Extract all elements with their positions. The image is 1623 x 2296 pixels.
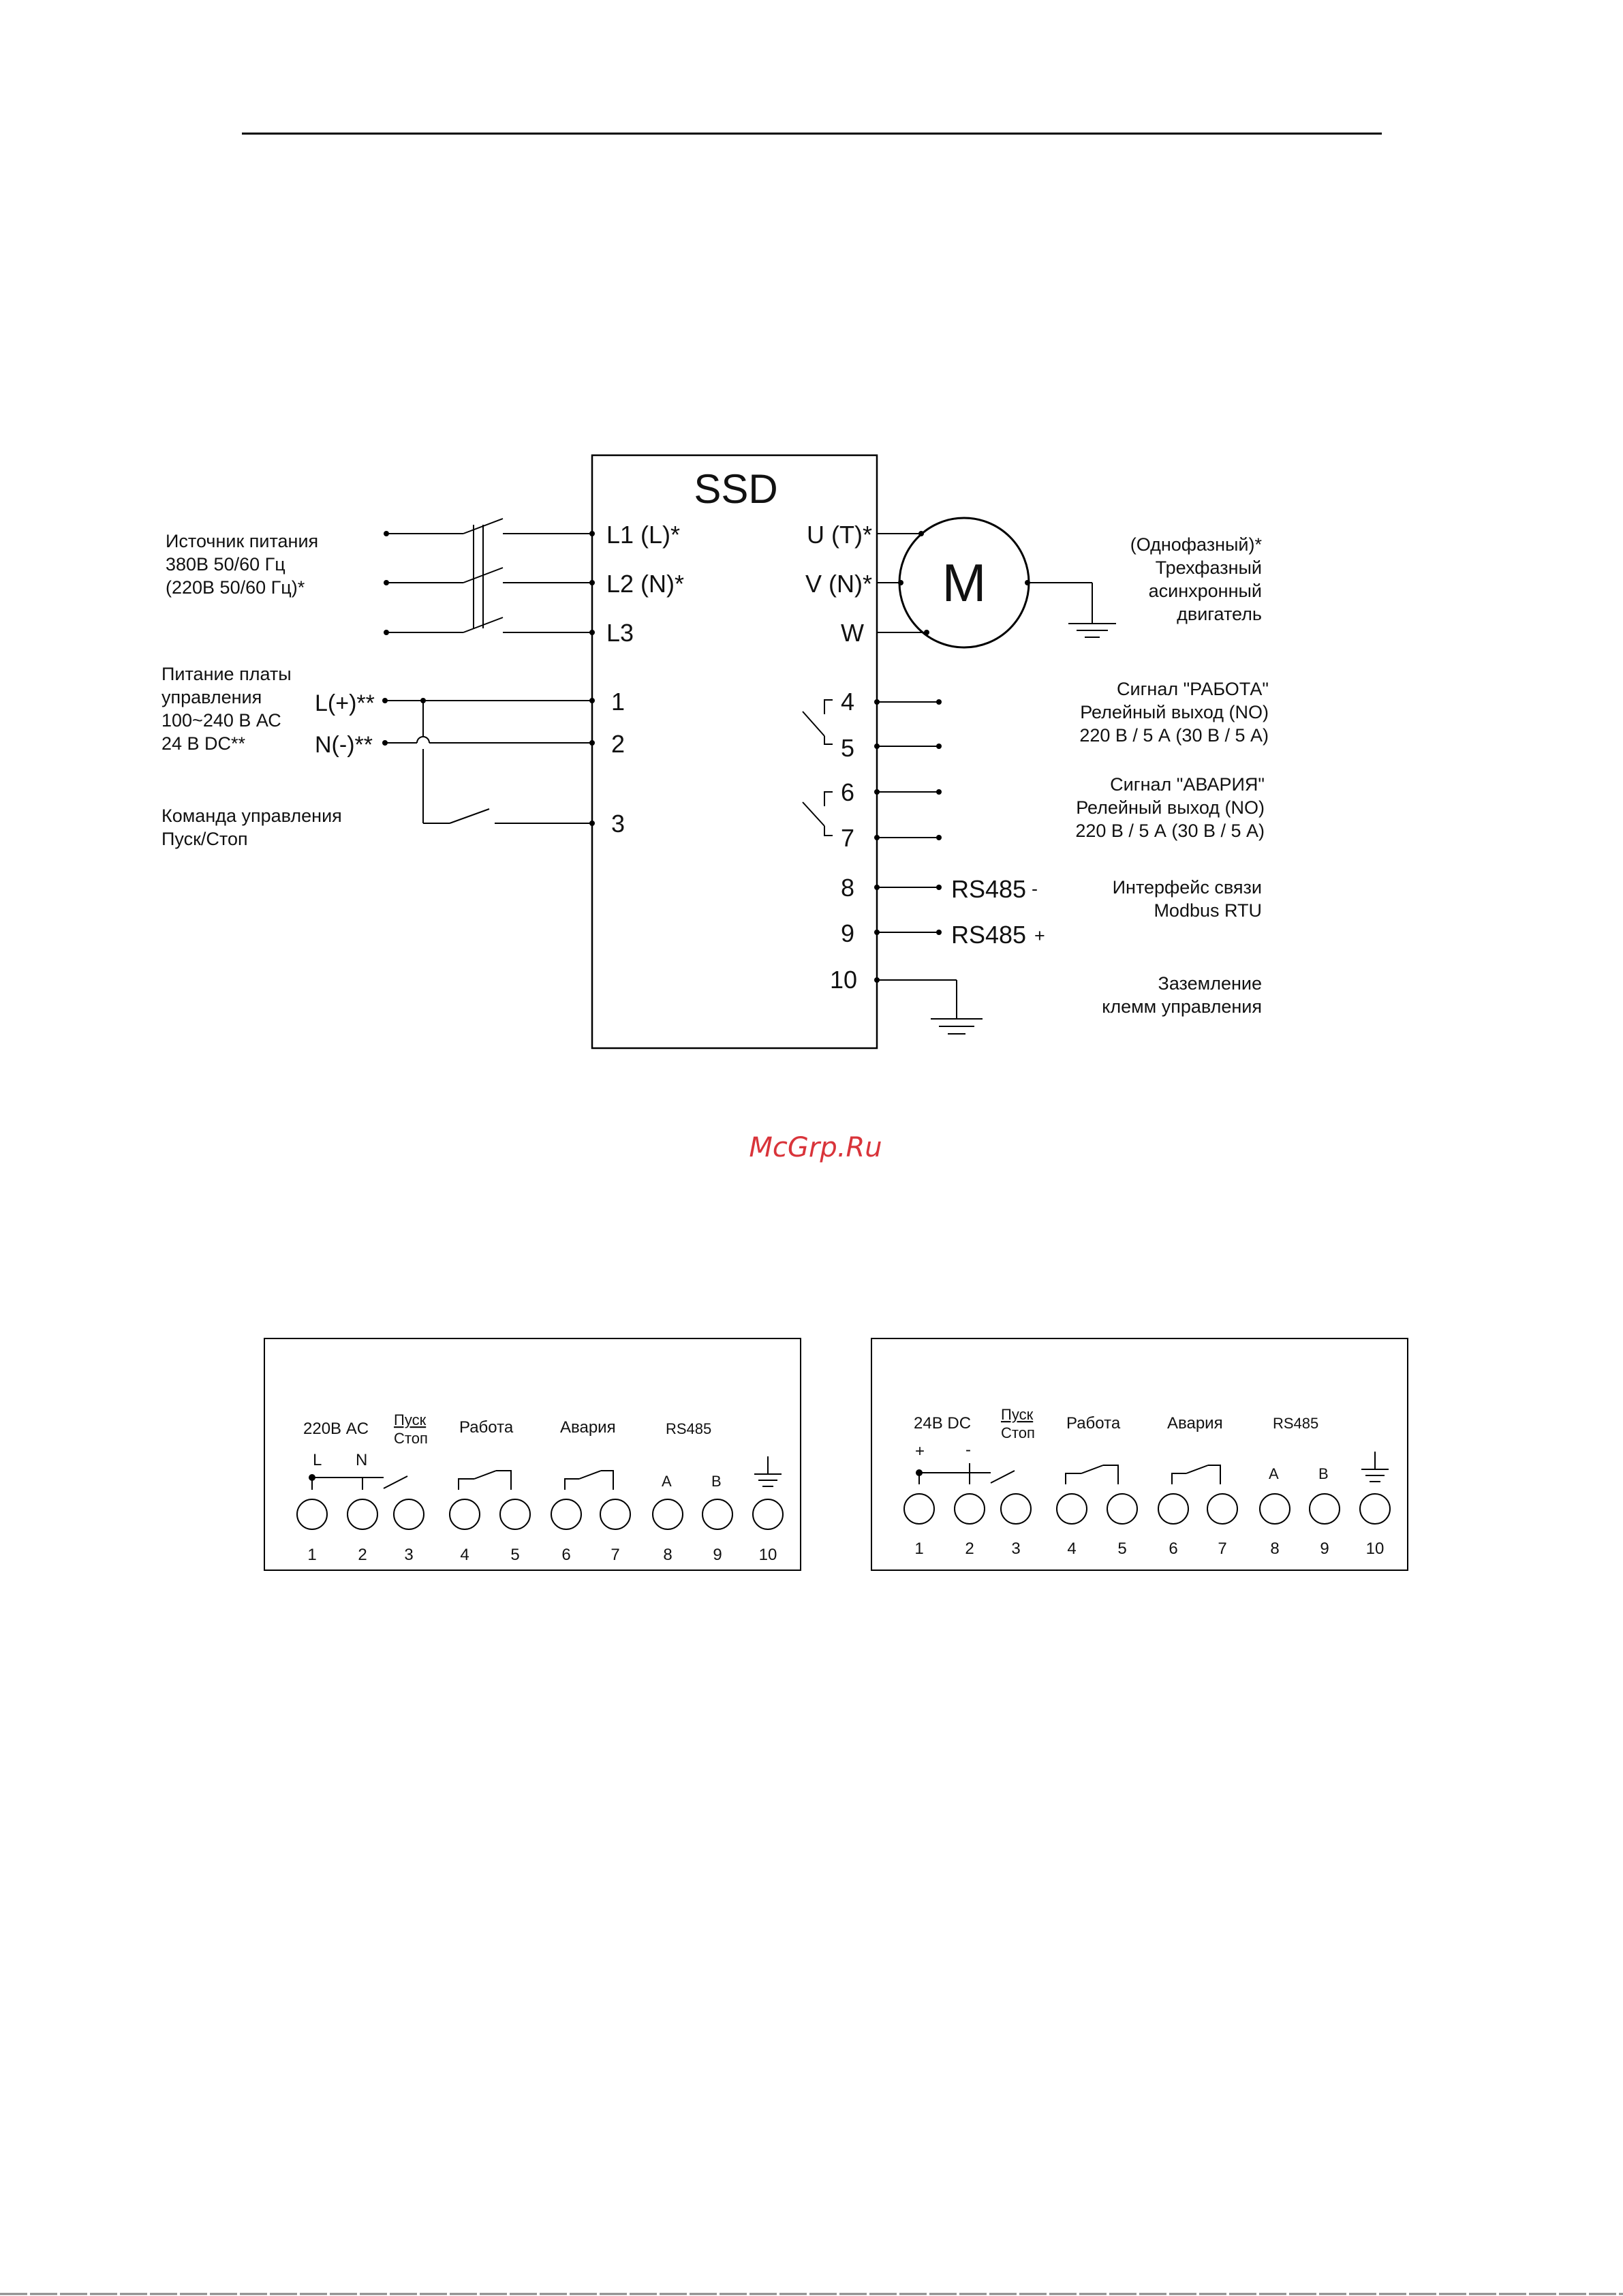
panel-power-label: 220В AC — [303, 1420, 369, 1438]
terminal-number-2: 2 — [965, 1540, 974, 1558]
motor-desc-line4: двигатель — [1177, 604, 1262, 624]
relay-dots — [874, 699, 942, 983]
terminal-number-3: 3 — [1011, 1540, 1021, 1558]
panel-pin2-label: - — [965, 1441, 971, 1459]
ssd-left-terminals — [606, 521, 684, 838]
signal-alarm-line3: 220 В / 5 А (30 В / 5 А) — [1075, 821, 1265, 841]
terminal-number-1: 1 — [307, 1546, 317, 1564]
panel-frame — [871, 1338, 1408, 1570]
panel-b-label: B — [1318, 1465, 1329, 1482]
l-plus-label: L(+)** — [315, 690, 375, 716]
ssd-right-terminals — [805, 521, 872, 994]
panel-pin1-label: L — [313, 1451, 322, 1469]
panel-alarm-label: Авария — [560, 1418, 616, 1437]
panel-screw-terminals — [297, 1499, 783, 1529]
panel-pin2-label: N — [356, 1451, 368, 1469]
terminal-panel-220v — [264, 1338, 801, 1570]
screw-terminal-4 — [450, 1499, 480, 1529]
terminal-number-9: 9 — [1320, 1540, 1329, 1558]
screw-terminal-8 — [653, 1499, 683, 1529]
terminal-3: 3 — [611, 810, 625, 838]
panel-start-label: Пуск — [1001, 1406, 1034, 1423]
terminal-panel-24v — [871, 1338, 1408, 1570]
terminal-5: 5 — [840, 734, 854, 762]
panel-frame — [264, 1338, 801, 1570]
rs485-plus-sign: + — [1034, 925, 1045, 946]
screw-terminal-9 — [702, 1499, 732, 1529]
signal-alarm-line1: Сигнал "АВАРИЯ" — [1110, 774, 1265, 795]
panel-junction-dot — [309, 1474, 315, 1481]
terminal-number-1: 1 — [914, 1540, 924, 1558]
panel-work-label: Работа — [459, 1418, 514, 1437]
screw-terminal-8 — [1260, 1494, 1290, 1524]
rs485-desc-line1: Интерфейс связи — [1112, 877, 1262, 898]
terminal-number-3: 3 — [404, 1546, 414, 1564]
panel-terminal-numbers — [307, 1546, 777, 1564]
screw-terminal-4 — [1057, 1494, 1087, 1524]
panel-junction-dot — [916, 1469, 923, 1476]
terminal-v: V (N)* — [805, 570, 872, 598]
power-source-line3: (220В 50/60 Гц)* — [166, 577, 305, 598]
ground-line1: Заземление — [1158, 973, 1262, 994]
panel-b-label: B — [711, 1473, 722, 1490]
terminal-w: W — [841, 619, 864, 647]
terminal-number-5: 5 — [510, 1546, 520, 1564]
terminal-l1: L1 (L)* — [606, 521, 681, 549]
screw-terminal-3 — [394, 1499, 424, 1529]
motor-desc-line1: (Однофазный)* — [1130, 534, 1262, 555]
signal-work-line2: Релейный выход (NO) — [1080, 702, 1269, 722]
screw-terminal-1 — [297, 1499, 327, 1529]
screw-terminal-5 — [1107, 1494, 1137, 1524]
motor-desc-line3: асинхронный — [1148, 581, 1262, 601]
rs485-desc-line2: Modbus RTU — [1154, 900, 1262, 921]
terminal-number-10: 10 — [1365, 1540, 1385, 1558]
panel-a-label: A — [1269, 1465, 1279, 1482]
panel-screw-terminals — [904, 1494, 1390, 1524]
screw-terminal-3 — [1001, 1494, 1031, 1524]
screw-terminal-7 — [600, 1499, 630, 1529]
panel-start-label: Пуск — [394, 1411, 427, 1428]
rs485-plus-label: RS485 — [951, 921, 1027, 949]
terminal-number-5: 5 — [1117, 1540, 1127, 1558]
motor-symbol: M — [942, 553, 987, 613]
terminal-number-10: 10 — [758, 1546, 777, 1564]
terminal-l3: L3 — [606, 619, 634, 647]
control-power-dots — [382, 698, 595, 826]
control-power-label — [161, 664, 292, 754]
panel-a-label: A — [662, 1473, 672, 1490]
terminal-number-6: 6 — [1169, 1540, 1178, 1558]
terminal-number-4: 4 — [1067, 1540, 1077, 1558]
terminal-number-4: 4 — [460, 1546, 469, 1564]
panel-pin1-label: + — [915, 1442, 925, 1460]
terminal-number-6: 6 — [561, 1546, 571, 1564]
rs485-minus-label: RS485 — [951, 875, 1027, 903]
panel-power-label: 24В DC — [914, 1414, 972, 1433]
terminal-number-8: 8 — [663, 1546, 673, 1564]
power-source-line2: 380В 50/60 Гц — [166, 554, 285, 575]
terminal-number-2: 2 — [358, 1546, 367, 1564]
terminal-8: 8 — [840, 874, 854, 902]
panel-rs485-label: RS485 — [666, 1420, 712, 1437]
n-minus-label: N(-)** — [315, 732, 373, 758]
terminal-l2: L2 (N)* — [606, 570, 685, 598]
control-power-line1: Питание платы — [161, 664, 292, 684]
screw-terminal-2 — [347, 1499, 377, 1529]
motor-desc-line2: Трехфазный — [1155, 557, 1262, 578]
screw-terminal-6 — [551, 1499, 581, 1529]
control-power-line2: управления — [161, 687, 262, 707]
panel-work-label: Работа — [1066, 1414, 1121, 1433]
screw-terminal-5 — [500, 1499, 530, 1529]
panel-terminal-numbers — [914, 1540, 1384, 1558]
start-stop-line2: Пуск/Стоп — [161, 829, 248, 849]
panel-alarm-label: Авария — [1167, 1414, 1223, 1433]
panel-stop-label: Стоп — [394, 1430, 428, 1447]
control-power-wires — [385, 701, 592, 823]
signal-work-line1: Сигнал "РАБОТА" — [1116, 679, 1269, 699]
terminal-number-7: 7 — [1218, 1540, 1227, 1558]
rs485-minus-sign: - — [1032, 878, 1038, 899]
right-descriptions — [1075, 679, 1269, 1017]
motor-description — [1130, 534, 1263, 624]
terminal-number-8: 8 — [1270, 1540, 1280, 1558]
terminal-6: 6 — [840, 778, 854, 806]
control-power-line3: 100~240 В АС — [161, 710, 281, 731]
control-power-line4: 24 В DC** — [161, 733, 246, 754]
signal-alarm-line2: Релейный выход (NO) — [1076, 797, 1265, 818]
screw-terminal-9 — [1310, 1494, 1340, 1524]
terminal-u: U (T)* — [807, 521, 872, 549]
panel-stop-label: Стоп — [1001, 1424, 1035, 1441]
terminal-number-9: 9 — [713, 1546, 722, 1564]
signal-work-line3: 220 В / 5 А (30 В / 5 А) — [1079, 725, 1269, 746]
screw-terminal-1 — [904, 1494, 934, 1524]
start-stop-line1: Команда управления — [161, 806, 342, 826]
screw-terminal-6 — [1158, 1494, 1188, 1524]
terminal-10: 10 — [829, 966, 857, 994]
terminal-7: 7 — [840, 824, 854, 852]
screw-terminal-10 — [1360, 1494, 1390, 1524]
panel-rs485-label: RS485 — [1273, 1415, 1319, 1432]
power-source-line1: Источник питания — [166, 531, 319, 551]
power-breaker — [386, 519, 592, 632]
watermark: McGrp.Ru — [749, 1132, 882, 1163]
ssd-title: SSD — [694, 466, 778, 512]
screw-terminal-2 — [955, 1494, 985, 1524]
ground-line2: клемм управления — [1102, 996, 1262, 1017]
power-source-label — [166, 531, 318, 598]
terminal-1: 1 — [611, 688, 625, 716]
screw-terminal-7 — [1207, 1494, 1237, 1524]
terminal-9: 9 — [840, 919, 854, 947]
screw-terminal-10 — [753, 1499, 783, 1529]
terminal-2: 2 — [611, 730, 625, 758]
terminal-4: 4 — [840, 688, 854, 716]
start-stop-label — [161, 806, 342, 849]
terminal-number-7: 7 — [610, 1546, 620, 1564]
